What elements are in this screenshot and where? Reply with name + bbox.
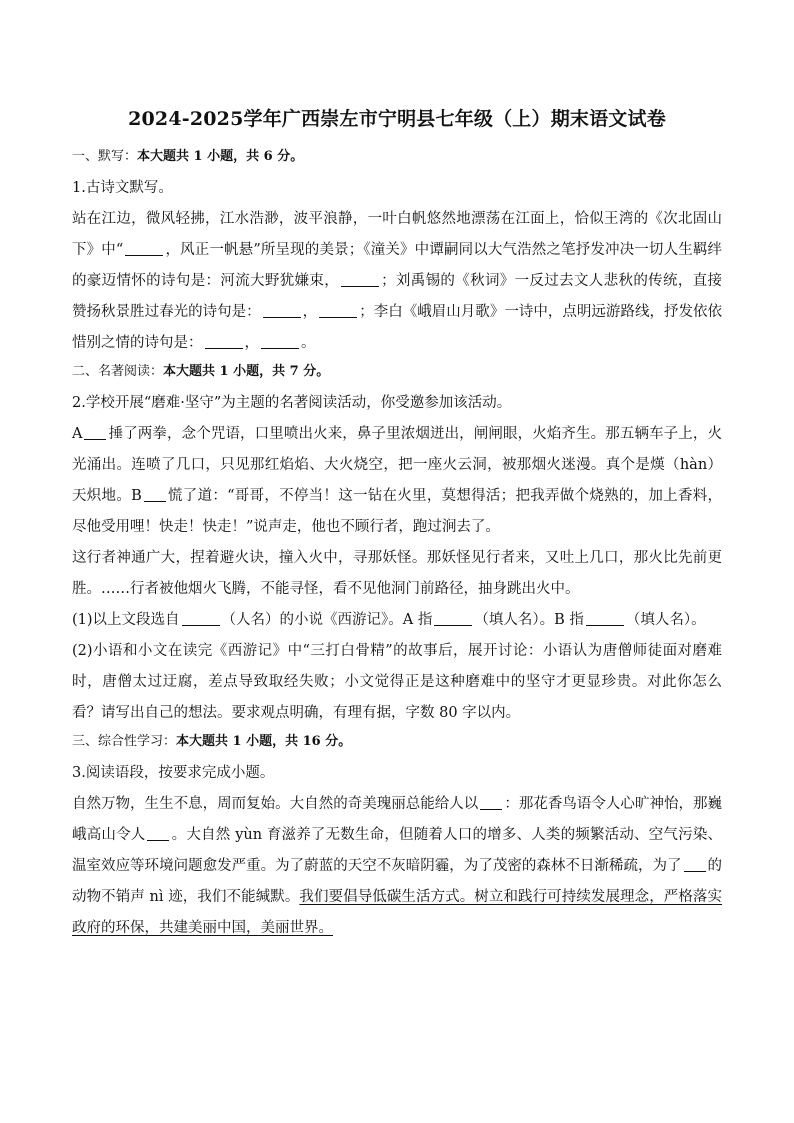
answer-blank[interactable] (319, 301, 357, 318)
q1-text-part: 。 (301, 335, 316, 351)
passage-text: 捶了两拳，念个咒语，口里喷出火来，鼻子里浓烟迸出，闸闸眼，火焰齐生。那五辆车子上，火光涌出。连喷了几口，只见那红焰焰、大火烧空，把一座火云洞，被那烟火迷漫。真个是熯（hàn）天炽地。B (72, 426, 722, 504)
answer-blank[interactable] (125, 239, 163, 256)
underlined-sentence: 我们要倡导低碳生活方式。树立和践行可持续发展理念，严格落实政府的环保，共建美丽中国，美丽世界。 (72, 889, 723, 936)
q1-text-part: ；刘禹锡的《秋词》一反过去文人悲秋的传统，直接赞扬秋景胜过春光的诗句是： (72, 273, 723, 320)
q1-text-part: 站在江边，微风轻拂，江水浩渺，波平浪静，一叶白帆悠然地漂荡在江面上，恰似王湾的《次北固山下》中“ (72, 211, 722, 258)
passage-text: A (72, 426, 83, 442)
answer-blank[interactable] (182, 609, 220, 626)
sub-question-text: (1)以上文段选自 (72, 612, 180, 628)
passage-paragraph-1 (72, 419, 722, 543)
section-2-info: 本大题共 1 小题，共 7 分。 (163, 364, 330, 379)
sub-question-text: （填人名）。 (625, 612, 706, 628)
sub-question-2-1 (72, 605, 722, 636)
page-title: 2024-2025学年广西崇左市宁明县七年级（上）期末语文试卷 (128, 108, 666, 130)
question-1-text (72, 204, 722, 359)
answer-blank[interactable] (263, 301, 301, 318)
question-2: 2.学校开展“磨难·坚守”为主题的名著阅读活动，你受邀参加该活动。 (72, 395, 512, 411)
passage-text: 。大自然 yùn 育滋养了无数生命，但随着人口的增多、人类的频繁活动、空气污染、温室效应等环境问题愈发严重。为了蔚蓝的天空不灰暗阴霾，为了茂密的森林不日渐稀疏，为了 (72, 827, 723, 874)
answer-blank[interactable] (84, 423, 106, 440)
q1-text-part: ；李白《峨眉山月歌》一诗中，点明远游路线，抒发依依惜别之情的诗句是： (72, 304, 723, 351)
sub-question-text: （填人名）。B 指 (474, 612, 584, 628)
passage-text: 的动物不销声 nì 迹，我们不能缄默。 (72, 858, 723, 905)
section-header-3 (72, 729, 722, 755)
answer-blank[interactable] (261, 332, 299, 349)
question-3: 3.阅读语段，按要求完成小题。 (72, 765, 275, 781)
section-3-label: 三、综合性学习： (72, 734, 177, 749)
q1-text-part: ，风正一帆悬”所呈现的美景；《潼关》中谭嗣同以大气浩然之笔抒发冲决一切人生羁绊的豪迈情怀的诗句是：河流大野犹嫌束， (72, 242, 722, 289)
answer-blank[interactable] (341, 270, 379, 287)
passage-text: ：那花香鸟语令人心旷神怡，那巍峨高山令人 (72, 796, 723, 843)
section-2-label: 二、名著阅读： (72, 364, 164, 379)
answer-blank[interactable] (586, 609, 624, 626)
answer-blank[interactable] (480, 793, 502, 810)
question-1: 1.古诗文默写。 (72, 180, 173, 196)
section-header-2 (72, 359, 722, 385)
section-1-label: 一、默写： (72, 149, 138, 164)
passage-text: 慌了道：“哥哥，不停当！这一钻在火里，莫想得活；把我弄做个烧熟的，加上香料，尽他受用哩！快走！快走！”说声走，他也不顾行者，跑过涧去了。 (72, 488, 722, 535)
passage-paragraph-2: 这行者神通广大，捏着避火诀，撞入火中，寻那妖怪。那妖怪见行者来，又吐上几口，那火比先前更胜。……行者被他烟火飞腾，不能寻怪，看不见他洞门前路径，抽身跳出火中。 (72, 550, 722, 597)
q1-text-part: ， (244, 335, 259, 351)
q1-text-part: ， (302, 304, 318, 320)
section-header-1 (72, 144, 722, 170)
sub-question-text: （人名）的小说《西游记》。A 指 (221, 612, 433, 628)
answer-blank[interactable] (434, 609, 472, 626)
answer-blank[interactable] (147, 824, 169, 841)
question-3-passage (72, 789, 722, 944)
section-1-info: 本大题共 1 小题，共 6 分。 (137, 149, 304, 164)
section-3-info: 本大题共 1 小题，共 16 分。 (176, 734, 352, 749)
answer-blank[interactable] (684, 855, 706, 872)
answer-blank[interactable] (144, 485, 166, 502)
answer-blank[interactable] (205, 332, 243, 349)
exam-content (72, 144, 722, 944)
passage-text: 自然万物，生生不息，周而复始。大自然的奇美瑰丽总能给人以 (72, 796, 479, 812)
sub-question-2-2: (2)小语和小文在读完《西游记》中“三打白骨精”的故事后，展开讨论：小语认为唐僧师徒面对磨难时，唐僧太过迂腐，差点导致取经失败；小文觉得正是这种磨难中的坚守才更显珍贵。对此你怎么看？请写出自己的想法。要求观点明确，有理有据，字数 80 字以内。 (72, 643, 722, 721)
